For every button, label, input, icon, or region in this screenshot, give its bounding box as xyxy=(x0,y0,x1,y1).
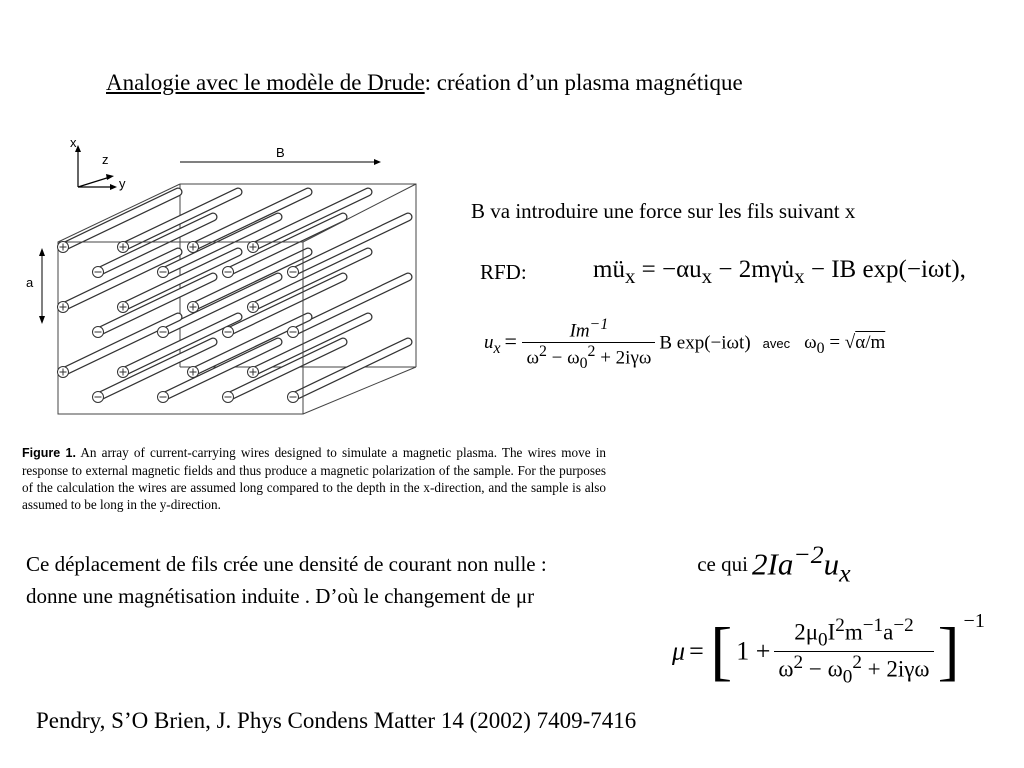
spacing-label: a xyxy=(26,275,34,290)
ux-denominator: $\omega^2 - \omega_0^2 + 2i\gamma\omega$ xyxy=(522,342,655,373)
caption-label: Figure 1. xyxy=(22,446,76,460)
mu-exponent: −1 xyxy=(963,610,985,632)
title-underlined: Analogie avec le modèle de Drude xyxy=(106,70,425,95)
wire xyxy=(293,342,408,397)
mu-numerator: $2\mu_0I^2m^{-1}a^{-2}$ xyxy=(794,614,914,650)
equation-ux: $u_x$ = $\frac{Im^{-1}}{\omega^2 - \omega_0^2 + 2i\gamma\omega}$ B exp(−iωt) avec $\omega_0 = √\alpha/m$ xyxy=(484,316,886,373)
equation-mu: μ = [ 1 + $\frac{2\mu_0I^2m^{-1}a^{-2}}{\omega^2 - \omega_0^2 + 2i\gamma\omega}$ ] $^{-1}$ xyxy=(672,610,985,688)
mu-denominator: $\omega^2 - \omega_0^2 + 2i\gamma\omega$ xyxy=(774,651,933,688)
axis-x-label: x xyxy=(70,135,77,150)
mu-one: 1 + xyxy=(736,636,771,666)
current-density-formula: $2Ia^{-2}u_x$ xyxy=(752,540,851,588)
rfd-label: RFD: xyxy=(480,260,527,284)
axis-y-label: y xyxy=(119,176,126,191)
field-label: B xyxy=(276,145,285,160)
paragraph-line1 xyxy=(26,548,748,580)
mu-lhs: μ xyxy=(672,636,686,666)
force-statement: B va introduire une force sur les fils suivant x xyxy=(471,199,856,223)
wires-group xyxy=(63,192,408,397)
paragraph-line1-start: Ce déplacement de fils crée une densité de courant non nulle : xyxy=(26,552,547,576)
paragraph-line1-end: ce qui xyxy=(697,552,748,576)
paragraph-line2: donne une magnétisation induite . D’où le changement de μr xyxy=(26,584,535,608)
ux-tail: B exp(−iωt) xyxy=(659,332,751,354)
figure-caption xyxy=(22,444,606,513)
slide-title xyxy=(106,70,743,96)
axis-z-label: z xyxy=(102,152,109,167)
equation-rfd: $mü_x = -\alpha u_x$ − $2m\gamma u̇_x$ − IB exp(−iωt), xyxy=(593,256,966,288)
caption-text: An array of current-carrying wires designed to simulate a magnetic plasma. The wires move in response to external magnetic fields and thus produce a magnetic polarization of the sample. For the purposes of the calculation the wires are assumed long compared to the depth in the x-direction, and the sample is also assumed to be long in the y-direction. xyxy=(22,445,606,512)
omega0-def: $\omega_0 = √\alpha/m$ xyxy=(804,332,886,358)
title-rest: : création d’un plasma magnétique xyxy=(424,70,743,95)
axes-icon xyxy=(75,145,117,190)
reference: Pendry, S’O Brien, J. Phys Condens Matter 14 (2002) 7409-7416 xyxy=(36,708,637,733)
ux-numerator: $Im^{-1}$ xyxy=(569,316,609,342)
ux-lhs: $u_x$ xyxy=(484,332,501,358)
avec-label: avec xyxy=(762,336,791,352)
